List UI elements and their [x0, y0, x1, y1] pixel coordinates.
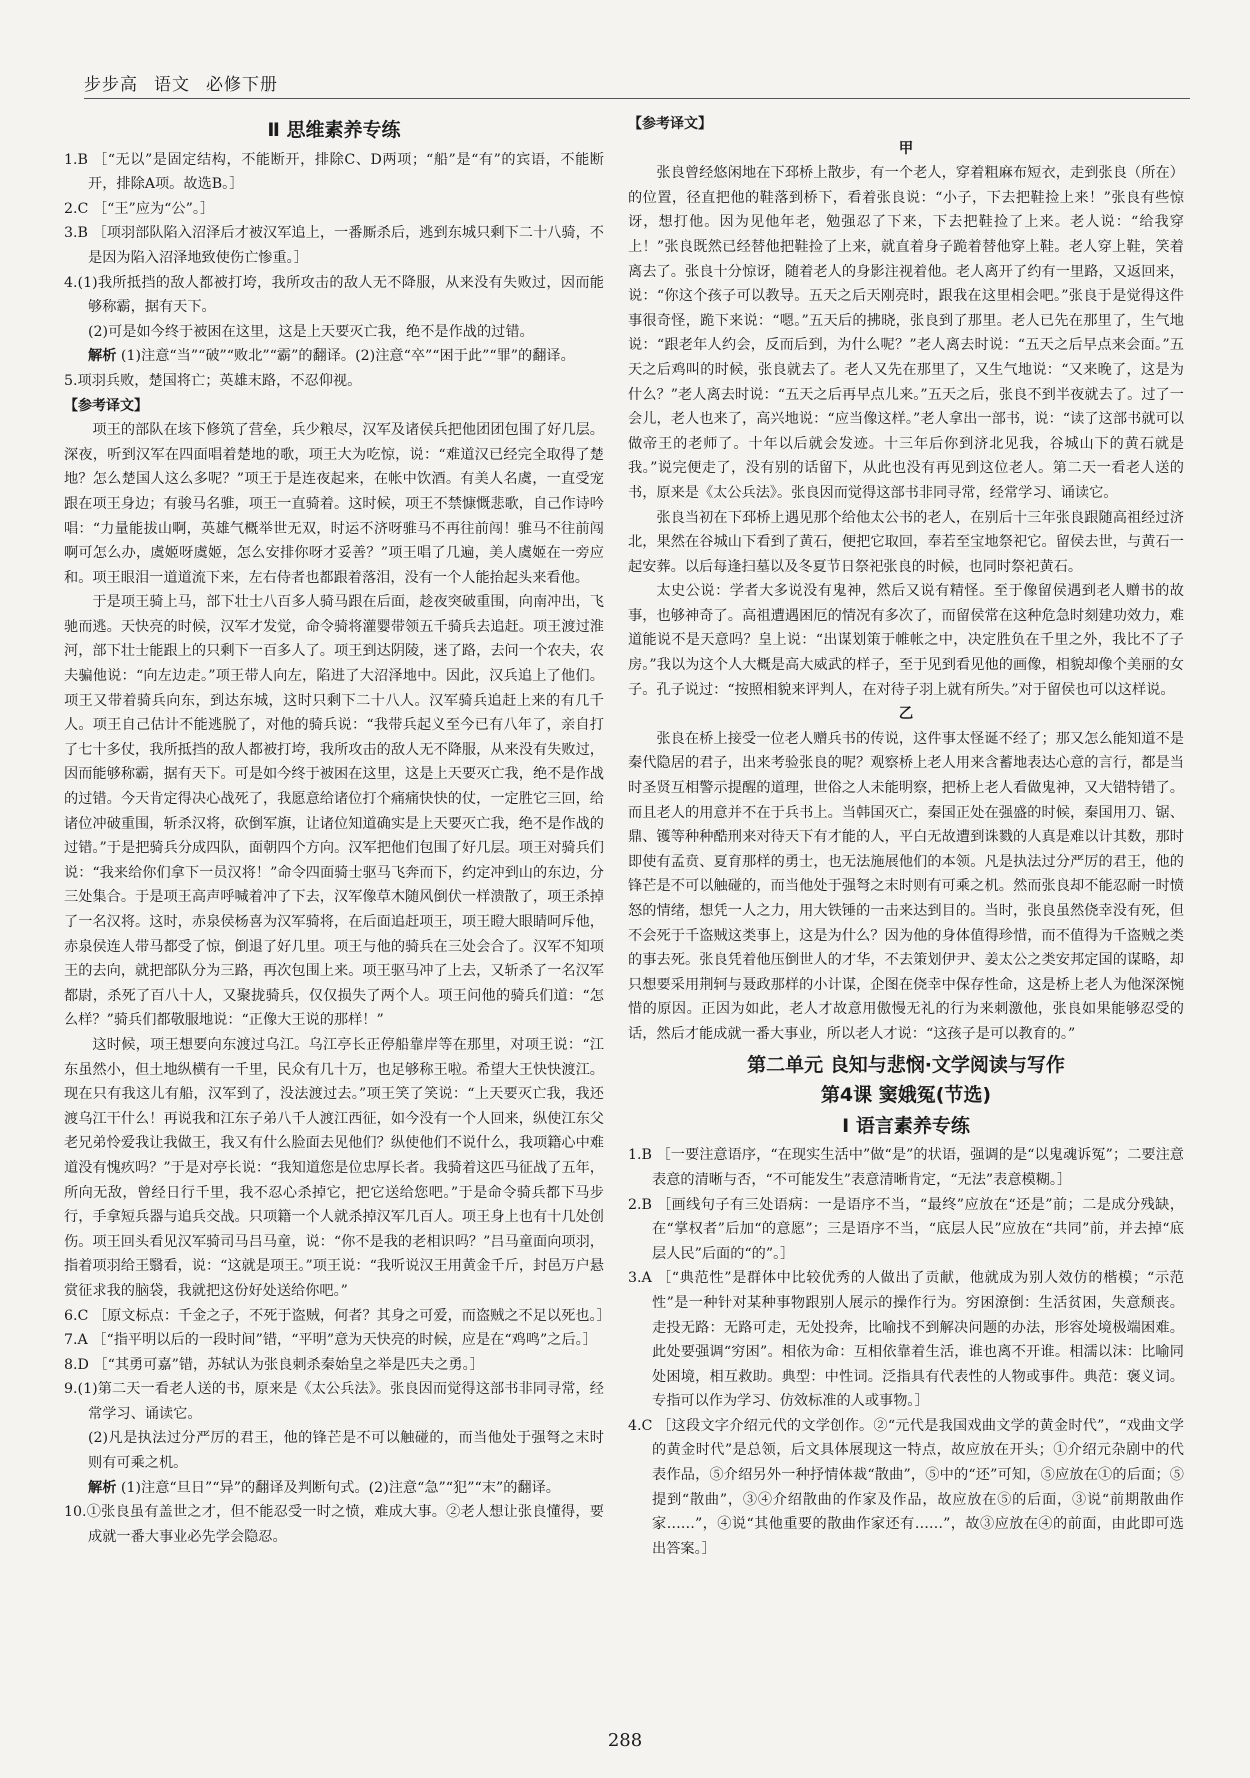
right-section-title: Ⅰ 语言素养专练 — [842, 1114, 970, 1137]
analysis-label: 解析 — [88, 1479, 117, 1496]
answer-item: 5.项羽兵败，楚国将亡；英雄末路，不忍仰视。 — [64, 372, 362, 389]
page-number: 288 — [607, 1730, 643, 1751]
header-volume: 必修下册 — [206, 75, 278, 95]
header-subject: 语文 — [154, 75, 190, 95]
answer-item: 1.B ［一要注意语序，“在现实生活中”做“是”的状语，强调的是“以鬼魂诉冤”；二要注意表意的清晰与否，“不可能发生”表意清晰肯定，“无法”表意模糊。］ — [628, 1147, 1184, 1188]
answer-item: 6.C ［原文标点：千金之子，不死于盗贼，何者？其身之可爱，而盗贼之不足以死也。］ — [64, 1307, 611, 1324]
answer-item: (2)凡是执法过分严厉的君王，他的锋芒是不可以触碰的，而当他处于强弩之末时则有可乘之机。 — [88, 1430, 604, 1472]
answer-item: 3.A ［“典范性”是群体中比较优秀的人做出了贡献，他就成为别人效仿的楷模；“示范性”是一种针对某种事物跟别人展示的操作行为。穷困潦倒：生活贫困，失意颓丧。走投无路：无路可走，无处投奔，比喻找不到解决问题的办法，形容处境极端困难。此处要强调“穷困”。相依为命：互相依靠着生活，谁也离不开谁。相濡以沫：比喻同处困境，相互救助。典型：中性词。泛指具有代表性的人物或事件。典范：褒义词。专指可以作为学习、仿效标准的人或事物。］ — [628, 1270, 1184, 1410]
answer-item: 9.(1)第二天一看老人送的书，原来是《太公兵法》。张良因而觉得这部书非同寻常，经常学习、诵读它。 — [64, 1381, 604, 1422]
translation-paragraph: 太史公说：学者大多说没有鬼神，然后又说有精怪。至于像留侯遇到老人赠书的故事，也够神奇了。高祖遭遇困厄的情况有多次了，而留侯常在这种危急时刻建功效力，难道能说不是天意吗？皇上说：“出谋划策于帷帐之中，决定胜负在千里之外，我比不了子房。”我以为这个人大概是高大威武的样子，至于见到看见他的画像，相貌却像个美丽的女子。孔子说过：“按照相貌来评判人，在对待子羽上就有所失。”对于留侯也可以这样说。 — [628, 583, 1184, 698]
answer-item: (2)可是如今终于被困在这里，这是上天要灭亡我，绝不是作战的过错。 — [88, 323, 534, 340]
analysis-text: (1)注意“旦日”“异”的翻译及判断句式。(2)注意“急”“犯”“末”的翻译。 — [120, 1479, 560, 1496]
analysis-label: 解析 — [88, 348, 117, 365]
unit-title: 第二单元 良知与悲悯·文学阅读与写作 — [747, 1053, 1065, 1076]
lesson-title: 第4课 窦娥冤(节选) — [820, 1084, 992, 1107]
answer-item: 3.B ［项羽部队陷入沼泽后才被汉军追上，一番厮杀后，逃到东城只剩下二十八骑，不是因为陷入沼泽地致使伤亡惨重。］ — [64, 225, 604, 266]
analysis-text: (1)注意“当”“破”“败北”“霸”的翻译。(2)注意“卒”“困于此”“罪”的翻译。 — [120, 348, 575, 365]
left-section-title: Ⅱ 思维素养专练 — [267, 119, 401, 141]
header-rule — [84, 98, 1190, 99]
answer-item: 2.B ［画线句子有三处语病：一是语序不当，“最终”应放在“还是”前；二是成分残缺，在“掌权者”后加“的意愿”；三是语序不当，“底层人民”应放在“共同”前，并去掉“底层人民”后面的“的”。］ — [628, 1196, 1184, 1262]
right-column — [628, 112, 1184, 1561]
passage-label-jia: 甲 — [898, 140, 914, 157]
answer-item: 2.C ［“王”应为“公”。］ — [64, 200, 215, 217]
answer-item: 4.(1)我所抵挡的敌人都被打垮，我所攻击的敌人无不降服，从来没有失败过，因而能够称霸，据有天下。 — [64, 274, 604, 316]
translation-paragraph: 张良曾经悠闲地在下邳桥上散步，有一个老人，穿着粗麻布短衣，走到张良（所在）的位置，径直把他的鞋落到桥下，看着张良说：“小子，下去把鞋捡上来！”张良有些惊讶，想打他。因为见他年老，勉强忍了下来，下去把鞋捡了上来。老人说：“给我穿上！”张良既然已经替他把鞋捡了上来，就直着身子跪着替他穿上鞋。老人穿上鞋，笑着离去了。张良十分惊讶，随着老人的身影注视着他。老人离开了约有一里路，又返回来，说：“你这个孩子可以教导。五天之后天刚亮时，跟我在这里相会吧。”张良于是觉得这件事很奇怪，跪下来说：“嗯。”五天后的拂晓，张良到了那里。老人已先在那里了，生气地说：“跟老年人约会，反而后到，为什么呢？”老人离去时说：“五天之后早点来会面。”五天之后鸡叫的时候，张良就去了。老人又先在那里了，又生气地说：“又来晚了，这是为什么？”老人离去时说：“五天之后再早点儿来。”五天之后，张良不到半夜就去了。过了一会儿，老人也来了，高兴地说：“应当像这样。”老人拿出一部书，说：“读了这部书就可以做帝王的老师了。十年以后就会发迹。十三年后你到济北见我，谷城山下的黄石就是我。”说完便走了，没有别的话留下，从此也没有再见到这位老人。第二天一看老人送的书，原来是《太公兵法》。张良因而觉得这部书非同寻常，经常学习、诵读它。 — [628, 165, 1184, 501]
running-header — [84, 70, 294, 95]
translation-paragraph: 张良当初在下邳桥上遇见那个给他太公书的老人，在别后十三年张良跟随高祖经过济北，果然在谷城山下看到了黄石，便把它取回，奉若至宝地祭祀它。留侯去世，与黄石一起安葬。以后每逢扫墓以及冬夏节日祭祀张良的时候，也同时祭祀黄石。 — [628, 509, 1184, 575]
answer-item: 4.C ［这段文字介绍元代的文学创作。②“元代是我国戏曲文学的黄金时代”，“戏曲文学的黄金时代”是总领，后文具体展现这一特点，故应放在开头；①介绍元杂剧中的代表作品，⑤介绍另外一种抒情体裁“散曲”，⑤中的“还”可知，⑤应放在①的后面；⑤提到“散曲”，③④介绍散曲的作家及作品，故应放在⑤的后面，③说“前期散曲作家……”，④说“其他重要的散曲作家还有……”，故③应放在④的前面，由此即可选出答案。］ — [628, 1417, 1184, 1557]
answer-item: 1.B ［“无以”是固定结构，不能断开，排除C、D两项；“船”是“有”的宾语，不能断开，排除A项。故选B。］ — [64, 151, 604, 193]
reference-translation-tag: 【参考译文】 — [64, 397, 148, 414]
header-book: 步步高 — [84, 75, 138, 95]
answer-item: 7.A ［“指平明以后的一段时间”错，“平明”意为天快亮的时候，应是在“鸡鸣”之后。］ — [64, 1332, 597, 1349]
translation-paragraph: 项王的部队在垓下修筑了营垒，兵少粮尽，汉军及诸侯兵把他团团包围了好几层。深夜，听到汉军在四面唱着楚地的歌，项王大为吃惊，说：“难道汉已经完全取得了楚地？怎么楚国人这么多呢？”项王于是连夜起来，在帐中饮酒。有美人名虞，一直受宠跟在项王身边；有骏马名骓，项王一直骑着。这时候，项王不禁慷慨悲歌，自己作诗吟唱：“力量能拔山啊，英雄气概举世无双，时运不济呀骓马不再往前闯！骓马不往前闯啊可怎么办，虞姬呀虞姬，怎么安排你呀才妥善？”项王唱了几遍，美人虞姬在一旁应和。项王眼泪一道道流下来，左右侍者也都跟着落泪，没有一个人能抬起头来看他。 — [64, 422, 604, 586]
translation-paragraph: 于是项王骑上马，部下壮士八百多人骑马跟在后面，趁夜突破重围，向南冲出，飞驰而逃。天快亮的时候，汉军才发觉，命令骑将灌婴带领五千骑兵去追赶。项王渡过淮河，部下壮士能跟上的只剩下一百多人了。项王到达阴陵，迷了路，去问一个农夫，农夫骗他说：“向左边走。”项王带人向左，陷进了大沼泽地中。因此，汉兵追上了他们。项王又带着骑兵向东，到达东城，这时只剩下二十八人。汉军骑兵追赶上来的有几千人。项王自己估计不能逃脱了，对他的骑兵说：“我带兵起义至今已有八年了，亲自打了七十多仗，我所抵挡的敌人都被打垮，我所攻击的敌人无不降服，从来没有失败过，因而能够称霸，据有天下。可是如今终于被困在这里，这是上天要灭亡我，绝不是作战的过错。今天肯定得决心战死了，我愿意给诸位打个痛痛快快的仗，一定胜它三回，给诸位冲破重围，斩杀汉将，砍倒军旗，让诸位知道确实是上天要灭亡我，绝不是作战的过错。”于是把骑兵分成四队，面朝四个方向。汉军把他们包围了好几层。项王对骑兵们说：“我来给你们拿下一员汉将！”命令四面骑士驱马飞奔而下，约定冲到山的东边，分三处集合。于是项王高声呼喊着冲了下去，汉军像草木随风倒伏一样溃散了，项王杀掉了一名汉将。这时，赤泉侯杨喜为汉军骑将，在后面追赶项王，项王瞪大眼睛呵斥他，赤泉侯连人带马都受了惊，倒退了好几里。项王与他的骑兵在三处会合了。汉军不知项王的去向，就把部队分为三路，再次包围上来。项王驱马冲了上去，又斩杀了一名汉军都尉，杀死了百八十人，又聚拢骑兵，仅仅损失了两个人。项王问他的骑兵们道：“怎么样？”骑兵们都敬服地说：“正像大王说的那样！” — [64, 594, 604, 1029]
translation-paragraph: 张良在桥上接受一位老人赠兵书的传说，这件事太怪诞不经了；那又怎么能知道不是秦代隐居的君子，出来考验张良的呢？观察桥上老人用来含蓄地表达心意的言行，都是当时圣贤互相警示提醒的道理，世俗之人未能明察，把桥上老人看做鬼神，又大错特错了。而且老人的用意并不在于兵书上。当韩国灭亡，秦国正处在强盛的时候，秦国用刀、锯、鼎、镬等种种酷刑来对待天下有才能的人，平白无故遭到诛戮的人真是难以计其数，那时即使有孟贲、夏育那样的勇士，也无法施展他们的本领。凡是执法过分严厉的君王，他的锋芒是不可以触碰的，而当他处于强弩之末时则有可乘之机。然而张良却不能忍耐一时愤怒的情绪，想凭一人之力，用大铁锤的一击来达到目的。当时，张良虽然侥幸没有死，但不会死于千盗贼这类事上，这是为什么？因为他的身体值得珍惜，而不值得为千盗贼之类的事去死。张良凭着他压倒世人的才华，不去策划伊尹、姜太公之类安邦定国的谋略，却只想要采用荆轲与聂政那样的小计谋，企图在侥幸中保存性命，这是桥上老人为他深深惋惜的原因。正因为如此，老人才故意用傲慢无礼的行为来刺激他，张良如果能够忍受的话，然后才能成就一番大事业，所以老人才说：“这孩子是可以教育的。” — [628, 730, 1184, 1042]
reference-translation-tag: 【参考译文】 — [628, 116, 712, 132]
translation-paragraph: 这时候，项王想要向东渡过乌江。乌江亭长正停船靠岸等在那里，对项王说：“江东虽然小，但土地纵横有一千里，民众有几十万，也足够称王啦。希望大王快快渡江。现在只有我这儿有船，汉军到了，没法渡过去。”项王笑了笑说：“上天要灭亡我，我还渡乌江干什么！再说我和江东子弟八千人渡江西征，如今没有一个人回来，纵使江东父老兄弟怜爱我让我做王，我又有什么脸面去见他们？纵使他们不说什么，我项籍心中难道没有愧疚吗？”于是对亭长说：“我知道您是位忠厚长者。我骑着这匹马征战了五年，所向无敌，曾经日行千里，我不忍心杀掉它，把它送给您吧。”于是命令骑兵都下马步行，手拿短兵器与追兵交战。只项籍一个人就杀掉汉军几百人。项王身上也有十几处创伤。项王回头看见汉军骑司马吕马童，说：“你不是我的老相识吗？”吕马童面向项羽，指着项羽给王翳看，说：“这就是项王。”项王说：“我听说汉王用黄金千斤，封邑万户悬赏征求我的脑袋，我就把这份好处送给你吧。” — [64, 1036, 604, 1299]
answer-item: 10.①张良虽有盖世之才，但不能忍受一时之愤，难成大事。②老人想让张良懂得，要成就一番大事业必先学会隐忍。 — [64, 1504, 604, 1545]
left-column — [64, 112, 611, 1549]
passage-label-yi: 乙 — [898, 706, 914, 723]
answer-item: 8.D ［“其勇可嘉”错，苏轼认为张良刺杀秦始皇之举是匹夫之勇。］ — [64, 1356, 484, 1373]
analysis-note — [64, 1476, 604, 1501]
analysis-note — [64, 344, 604, 369]
